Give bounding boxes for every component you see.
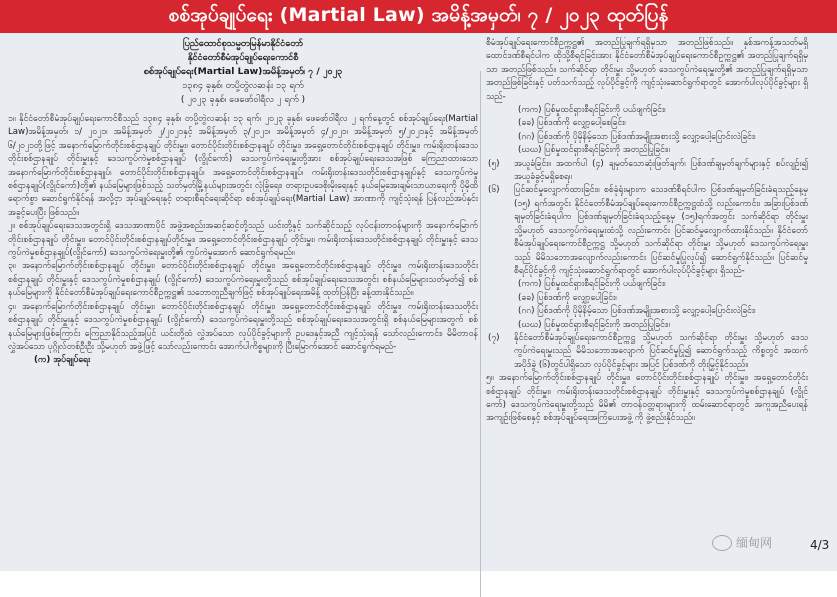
sub-item-text: (ခခ) ပြစ်ဒဏ်ကို လျှော့ပေါ့ခြင်း၊ xyxy=(518,292,617,303)
clause-7-number: (၇) xyxy=(488,332,500,343)
paragraph-5: ၅။ အနောက်မြောက်တိုင်းစစ်ဌာနချုပ် တိုင်းမှူး၊ တောင်ပိုင်းတိုင်းစစ်ဌာနချုပ် တိုင်းမှူး၊ အရှေ့တောင်တိုင်းစစ်ဌာနချုပ် တိုင်းမှူး၊ ကမ်းရိုးတန်းဒေသတိုင်းစစ်ဌာနချုပ် တိုင်းမှူးနှင့် ဒေသကွပ်ကဲမှုစစ်ဌာနချုပ် (လွိုင်ကော်) ဒေသကွပ်ကဲရေးမှူးတို့သည် မိမိ၏ တာဝန်ဝတ္တရားများကို ထမ်းဆောင်ရာတွင် အကူအညီပေးရန် အကျဉ်းဖြစ်စေနှင့် စစ်အုပ်ချုပ်ရေးအကြံပေးအဖွဲ့ ကို ဖွဲ့စည်းနိုင်သည်။ xyxy=(486,373,808,424)
sub-item-text: (ကက) ပြစ်မှုထင်ရှားစီရင်ခြင်းကို ပယ်ဖျက်ခြင်း၊ xyxy=(518,279,666,290)
sub-item-text: (ဃဃ) ပြစ်မှုထင်ရှားစီရင်ခြင်းကို အတည်ပြုခြင်း။ xyxy=(518,319,670,330)
paragraph-4-item-ka xyxy=(8,354,478,367)
sub-item xyxy=(486,292,808,305)
sub-item xyxy=(486,117,808,130)
column-divider xyxy=(480,71,481,597)
paragraph-4: ၄။ အနောက်မြောက်တိုင်းစစ်ဌာနချုပ် တိုင်းမှူး၊ တောင်ပိုင်းတိုင်းစစ်ဌာနချုပ် တိုင်းမှူး၊ အရှေ့တောင်တိုင်းစစ်ဌာနချုပ် တိုင်းမှူး၊ ကမ်းရိုးတန်းဒေသတိုင်းစစ်ဌာနချုပ် တိုင်းမှူးနှင့် ဒေသကွပ်ကဲမှုစစ်ဌာနချုပ် (လွိုင်ကော်) ဒေသကွပ်ကဲရေးမှူးတို့သည် စစ်အုပ်ချုပ်ရေးဒေသအတွင်းရှိ စစ်နယ်မြေများအတွက် စစ်နယ်မြေများဖြစ်ကြောင်း ကြေညာနိုင်သည့်အပြင် ယင်းတို့ထံ လွှဲအပ်သော လုပ်ပိုင်ခွင့်များကို ဥပဒေနှင့်အညီ ကျင့်သုံးရန် သော်လည်းကောင်း၊ မိမိတာဝန်လွှဲအပ်သော ပုဂ္ဂိုလ်တစ်ဦးဦး သို့မဟုတ် အဖွဲ့ဖြင့် သော်လည်းကောင်း အောက်ပါကိစ္စများကို ပြီးမြောက်အောင် ဆောင်ရွက်ရမည်- xyxy=(8,301,478,352)
sub-item-text: (ဂဂ) ပြစ်ဒဏ်ကို ပိုမိုနိမ့်သော ပြစ်ဒဏ်အမျိုးအစားသို့ လျှော့ပေါ့ပြောင်းလဲခြင်း၊ xyxy=(518,306,756,317)
header-date-myanmar: ၁၃၈၄ ခုနှစ်၊ တပို့တွဲလဆန်း ၁၃ ရက် xyxy=(182,80,304,91)
sub-item xyxy=(486,131,808,144)
right-column xyxy=(486,37,808,567)
sub-item-text: (ဃဃ) ပြစ်မှုထင်ရှားစီရင်ခြင်းကို အတည်ပြုခြင်း။ xyxy=(518,145,670,156)
sub-item xyxy=(486,305,808,318)
watermark-logo-icon xyxy=(712,535,732,551)
paragraph-2: ၂။ စစ်အုပ်ချုပ်ရေးဒေသအတွင်းရှိ ဒေသအာဏာပိုင် အဖွဲ့အစည်းအဆင့်ဆင့်တို့သည် ယင်းတို့နှင့် သက်ဆိုင်သည့် လုပ်ငန်းတာဝန်များကို အနောက်မြောက်တိုင်းစစ်ဌာနချုပ် တိုင်းမှူး၊ တောင်ပိုင်းတိုင်းစစ်ဌာနချုပ်တိုင်းမှူး၊ အရှေ့တောင်တိုင်းစစ်ဌာနချုပ် တိုင်းမှူး၊ ကမ်းရိုးတန်းဒေသတိုင်းစစ်ဌာနချုပ် တိုင်းမှူးနှင့် ဒေသကွပ်ကဲမှုစစ်ဌာနချုပ်(လွိုင်ကော်) ဒေသကွပ်ကဲရေးမှူးတို့၏ ကွပ်ကဲမှုအောက် ဆောင်ရွက်ရမည်။ xyxy=(8,221,478,259)
clause-5-number: (၅) xyxy=(488,158,500,169)
clause-7-text: နိုင်ငံတော်စီမံအုပ်ချုပ်ရေးကောင်စီဥက္ကဋ္ဌ သို့မဟုတ် သက်ဆိုင်ရာ တိုင်းမှူး သို့မဟုတ် ဒေသကွပ်ကဲရေးမှူးသည် မိမိသဘောအလျောက် ပြင်ဆင်မှုပြု၍ ဆောင်ရွက်သည့် ကိစ္စတွင် အထက်အပိုဒ်ခွဲ (၆)တွင်ပါရှိသော လုပ်ပိုင်ခွင့်များ အပြင် ပြစ်ဒဏ်ကို တိုးမြှင့်နိုင်သည်။ xyxy=(514,332,808,370)
left-column xyxy=(8,37,478,567)
header-order-number: စစ်အုပ်ချုပ်ရေး(Martial Law)အမိန့်အမှတ်၊ ၇ / ၂၀၂၃ xyxy=(143,66,343,77)
clause-5-text: အယူခံခြင်း။ အထက်ပါ (၄) ချမှတ်သောဆုံးဖြတ်ချက်၊ ပြစ်ဒဏ်ချမှတ်ချက်များနှင့် စပ်လျဉ်း၍ အယူခံခွင့်မရှိစေရ။ xyxy=(514,158,808,183)
clause-7 xyxy=(486,332,808,372)
clause-6-text: ပြင်ဆင်မှုလျှောက်ထားခြင်း။ စစ်ခုံရုံးများက သေဒဏ်စီရင်ပါက ပြစ်ဒဏ်ချမှတ်ခြင်းခံရသည့်နေ့မှ (၁၅) ရက်အတွင်း နိုင်ငံတော်စီမံအုပ်ချုပ်ရေးကောင်စီဥက္ကဋ္ဌထံသို့ လည်းကောင်း၊ အခြားပြစ်ဒဏ်ချမှတ်ခြင်းခံရပါက ပြစ်ဒဏ်ချမှတ်ခြင်းခံရသည့်နေ့မှ (၁၅)ရက်အတွင်း သက်ဆိုင်ရာ တိုင်းမှူး သို့မဟုတ် ဒေသကွပ်ကဲရေးမှူးထံသို့ လည်းကောင်း ပြင်ဆင်မှုလျှောက်ထားနိုင်သည်။ နိုင်ငံတော်စီမံအုပ်ချုပ်ရေးကောင်စီဥက္ကဋ္ဌ သို့မဟုတ် သက်ဆိုင်ရာ တိုင်းမှူး သို့မဟုတ် ဒေသကွပ်ကဲရေးမှူးသည် မိမိသဘောအလျောက်လည်းကောင်း ပြင်ဆင်မှုပြုလုပ်၍ ဆောင်ရွက်နိုင်သည်။ ပြင်ဆင်မှုစီရင်ပိုင်ခွင့်ကို ကျင့်သုံးဆောင်ရွက်ရာတွင် အောက်ပါလုပ်ပိုင်ခွင့်များ ရှိသည်- xyxy=(514,185,808,276)
sub-item-text: (ခခ) ပြစ်ဒဏ်ကို လျှော့ပေါ့စေခြင်း၊ xyxy=(518,118,626,129)
sub-item-text: (ဂဂ) ပြစ်ဒဏ်ကို ပိုမိုနိမ့်သော ပြစ်ဒဏ်အမျိုးအစားသို့ လျှော့ပေါ့ပြောင်းလဲခြင်း၊ xyxy=(518,131,756,142)
document-page xyxy=(0,33,837,571)
watermark xyxy=(712,534,772,551)
header-council: နိုင်ငံတော်စီမံအုပ်ချုပ်ရေးကောင်စီ xyxy=(187,52,299,63)
right-paragraph-continued: စီမံအုပ်ချုပ်ရေးကောင်စီဥက္ကဋ္ဌ၏ အတည်ပြုချက်ရရှိမှသာ အတည်ဖြစ်သည်။ နှစ်အကန့်အသတ်မရှိ ထောင်ဒဏ်စီရင်ပါက ထိုသို့စီရင်ခြင်းအား နိုင်ငံတော်စီမံအုပ်ချုပ်ရေးကောင်စီဥက္ကဋ္ဌ၏ အတည်ပြုချက်ရရှိမှသာ အတည်ဖြစ်သည်။ သက်ဆိုင်ရာ တိုင်းမှူး သို့မဟုတ် ဒေသကွပ်ကဲရေးမှူးတို့၏ အတည်ပြုချက်ရရှိမှသာ အတည်ဖြစ်ခြင်းနှင့် ပတ်သက်သည့် လုပ်ပိုင်ခွင့်ကို ကျင့်သုံးဆောင်ရွက်ရာတွင် အောက်ပါလုပ်ပိုင်ခွင့်များ ရှိသည်- xyxy=(486,38,808,102)
clause-6-number: (၆) xyxy=(488,185,500,196)
clause-5 xyxy=(486,158,808,185)
paragraph-4-item-ka-text: (က) အုပ်ချုပ်ရေး xyxy=(34,355,91,366)
sub-item xyxy=(486,104,808,117)
watermark-text: 缅甸网 xyxy=(736,536,773,550)
page-indicator: 4/3 xyxy=(810,538,830,552)
sub-item xyxy=(486,319,808,332)
header-country: ပြည်ထောင်စုသမ္မတမြန်မာနိုင်ငံတော် xyxy=(183,38,303,49)
sub-item-text: (ကက) ပြစ်မှုထင်ရှားစီရင်ခြင်းကို ပယ်ဖျက်ခြင်း၊ xyxy=(518,105,666,116)
title-banner xyxy=(0,0,837,33)
sub-item xyxy=(486,144,808,157)
paragraph-1: ၁။ နိုင်ငံတော်စီမံအုပ်ချုပ်ရေးကောင်စီသည် ၁၃၈၄ ခုနှစ်၊ တပို့တွဲလဆန်း ၁၃ ရက်၊ ၂၀၂၃ ခုနှစ်၊ ဖေဖော်ဝါရီလ ၂ ရက်နေ့တွင် စစ်အုပ်ချုပ်ရေး(Martial Law)အမိန့်အမှတ်၊ ၁/ ၂၀၂၁၊ အမိန့်အမှတ် ၂/၂၀၂၁နှင့် အမိန့်အမှတ် ၃/၂၀၂၁၊ အမိန့်အမှတ် ၄/၂၀၂၁၊ အမိန့်အမှတ် ၅/၂၀၂၁နှင့် အမိန့်အမှတ် ၆/၂၀၂၁တို့ဖြင့် အနောက်မြောက်တိုင်းစစ်ဌာနချုပ် တိုင်းမှူး၊ တောင်ပိုင်းတိုင်းစစ်ဌာနချုပ် တိုင်းမှူး၊ အရှေ့တောင်တိုင်းစစ်ဌာနချုပ် တိုင်းမှူး၊ ကမ်းရိုးတန်းဒေသတိုင်းစစ်ဌာနချုပ် တိုင်းမှူးနှင့် ဒေသကွပ်ကဲမှုစစ်ဌာနချုပ် (လွိုင်ကော်) ဒေသကွပ်ကဲရေးမှူးတို့အား စစ်အုပ်ချုပ်ရေးဒေသအဖြစ် ကြေညာထားသော အနောက်မြောက်တိုင်းစစ်ဌာနချုပ်၊ တောင်ပိုင်းတိုင်းစစ်ဌာနချုပ်၊ အရှေ့တောင်တိုင်းစစ်ဌာနချုပ်၊ ကမ်းရိုးတန်းဒေသတိုင်းစစ်ဌာနချုပ်နှင့် ဒေသကွပ်ကဲမှုစစ်ဌာနချုပ်(လွိုင်ကော်)တို့၏ နယ်မြေများဖြစ်သည့် သတ်မှတ်မြို့နယ်များအတွင်း လုံခြုံရေး၊ တရားဥပဒေစိုးမိုးရေးနှင့် နယ်မြေအေးချမ်းသာယာရေးကို ပိုမိုထိရောက်စွာ ဆောင်ရွက်နိုင်ရန် အလို့ငှာ အုပ်ချုပ်ရေးနှင့် တရားစီရင်ရေးဆိုင်ရာ စစ်အုပ်ချုပ်ရေး(Martial Law) အာဏာကို ကျင့်သုံးရန် ပြန်လည်အပ်နှင်းအခွင့်ပေးပြီး ဖြစ်သည်။ xyxy=(8,114,478,218)
sub-item xyxy=(486,278,808,291)
header-date-gregorian: ( ၂၀၂၃ ခုနှစ်၊ ဖေဖော်ဝါရီလ ၂ ရက် ) xyxy=(180,94,306,105)
paragraph-3: ၃။ အနောက်မြောက်တိုင်းစစ်ဌာနချုပ် တိုင်းမှူး၊ တောင်ပိုင်းတိုင်းစစ်ဌာနချုပ် တိုင်းမှူး၊ အရှေ့တောင်တိုင်းစစ်ဌာနချုပ် တိုင်းမှူး၊ ကမ်းရိုးတန်းဒေသတိုင်းစစ်ဌာနချုပ် တိုင်းမှူးနှင့် ဒေသကွပ်ကဲမှုစစ်ဌာနချုပ် (လွိုင်ကော်) ဒေသကွပ်ကဲရေးမှူးတို့သည် စစ်အုပ်ချုပ်ရေးဒေသအတွင်း စစ်နယ်မြေများသတ်မှတ်၍ စစ်နယ်မြေများကို နိုင်ငံတော်စီမံအုပ်ချုပ်ရေးကောင်စီဥက္ကဋ္ဌ၏ သဘောတူညီချက်ဖြင့် စစ်အုပ်ချုပ်ရေးအမိန့် ထုတ်ပြန်ပြီး ခန့်ထားနိုင်သည်။ xyxy=(8,261,478,299)
banner-title: စစ်အုပ်ချုပ်ရေး (Martial Law) အမိန့်အမှတ်၊ ၇ / ၂၀၂၃ ထုတ်ပြန် xyxy=(168,3,669,26)
clause-6 xyxy=(486,184,808,278)
